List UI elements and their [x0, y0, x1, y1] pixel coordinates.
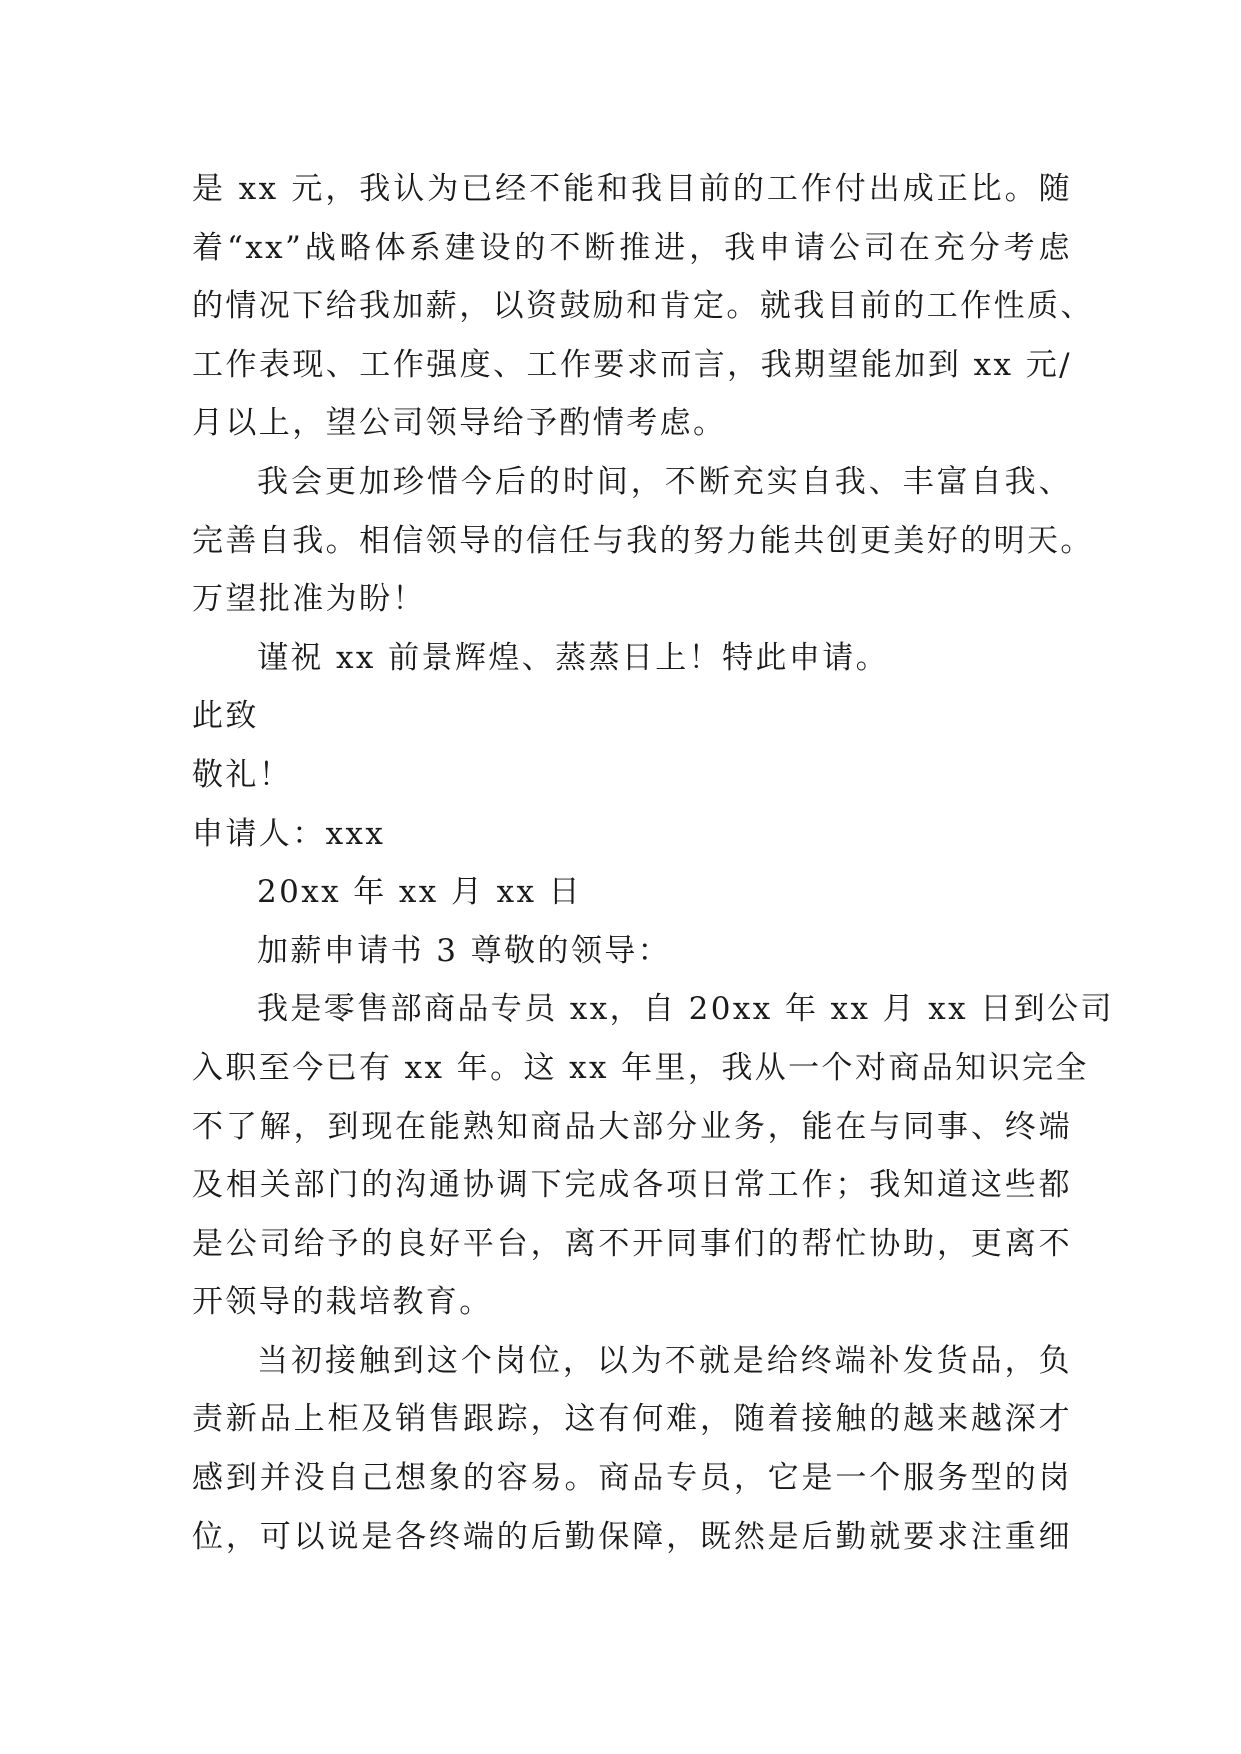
text-line: 位，可以说是各终端的后勤保障，既然是后勤就要求注重细: [192, 1518, 1072, 1555]
text-line: 完善自我。相信领导的信任与我的努力能共创更美好的明天。: [192, 522, 1094, 559]
heading-line: 加薪申请书 3 尊敬的领导：: [257, 932, 672, 969]
letter-body: [192, 160, 1114, 1566]
salutation-line: 此致: [192, 698, 259, 735]
text-line: 不了解，到现在能熟知商品大部分业务，能在与同事、终端: [192, 1108, 1072, 1145]
text-line: 入职至今已有 xx 年。这 xx 年里，我从一个对商品知识完全: [192, 1049, 1089, 1086]
text-line: 是公司给予的良好平台，离不开同事们的帮忙协助，更离不: [192, 1225, 1072, 1262]
text-line: 当初接触到这个岗位，以为不就是给终端补发货品，负: [257, 1342, 1072, 1379]
text-line: 着“xx”战略体系建设的不断推进，我申请公司在充分考虑: [192, 229, 1072, 266]
text-line: 工作表现、工作强度、工作要求而言，我期望能加到 xx 元/: [192, 346, 1072, 383]
text-line: 责新品上柜及销售跟踪，这有何难，随着接触的越来越深才: [192, 1401, 1072, 1438]
text-line: 月以上，望公司领导给予酌情考虑。: [192, 405, 727, 442]
text-line: 开领导的栽培教育。: [192, 1284, 493, 1321]
salutation-line: 敬礼！: [192, 756, 293, 793]
text-line: 我是零售部商品专员 xx，自 20xx 年 xx 月 xx 日到公司: [257, 991, 1114, 1028]
text-line: 谨祝 xx 前景辉煌、蒸蒸日上！特此申请。: [257, 639, 890, 676]
applicant-line: 申请人：xxx: [192, 815, 386, 852]
text-line: 及相关部门的沟通协调下完成各项日常工作；我知道这些都: [192, 1167, 1072, 1204]
date-line: 20xx 年 xx 月 xx 日: [257, 874, 583, 911]
text-line: 万望批准为盼！: [192, 581, 426, 618]
text-line: 是 xx 元，我认为已经不能和我目前的工作付出成正比。随: [192, 171, 1072, 207]
text-line: 我会更加珍惜今后的时间，不断充实自我、丰富自我、: [257, 463, 1072, 500]
text-line: 感到并没自己想象的容易。商品专员，它是一个服务型的岗: [192, 1460, 1072, 1497]
text-line: 的情况下给我加薪，以资鼓励和肯定。就我目前的工作性质、: [192, 288, 1094, 325]
